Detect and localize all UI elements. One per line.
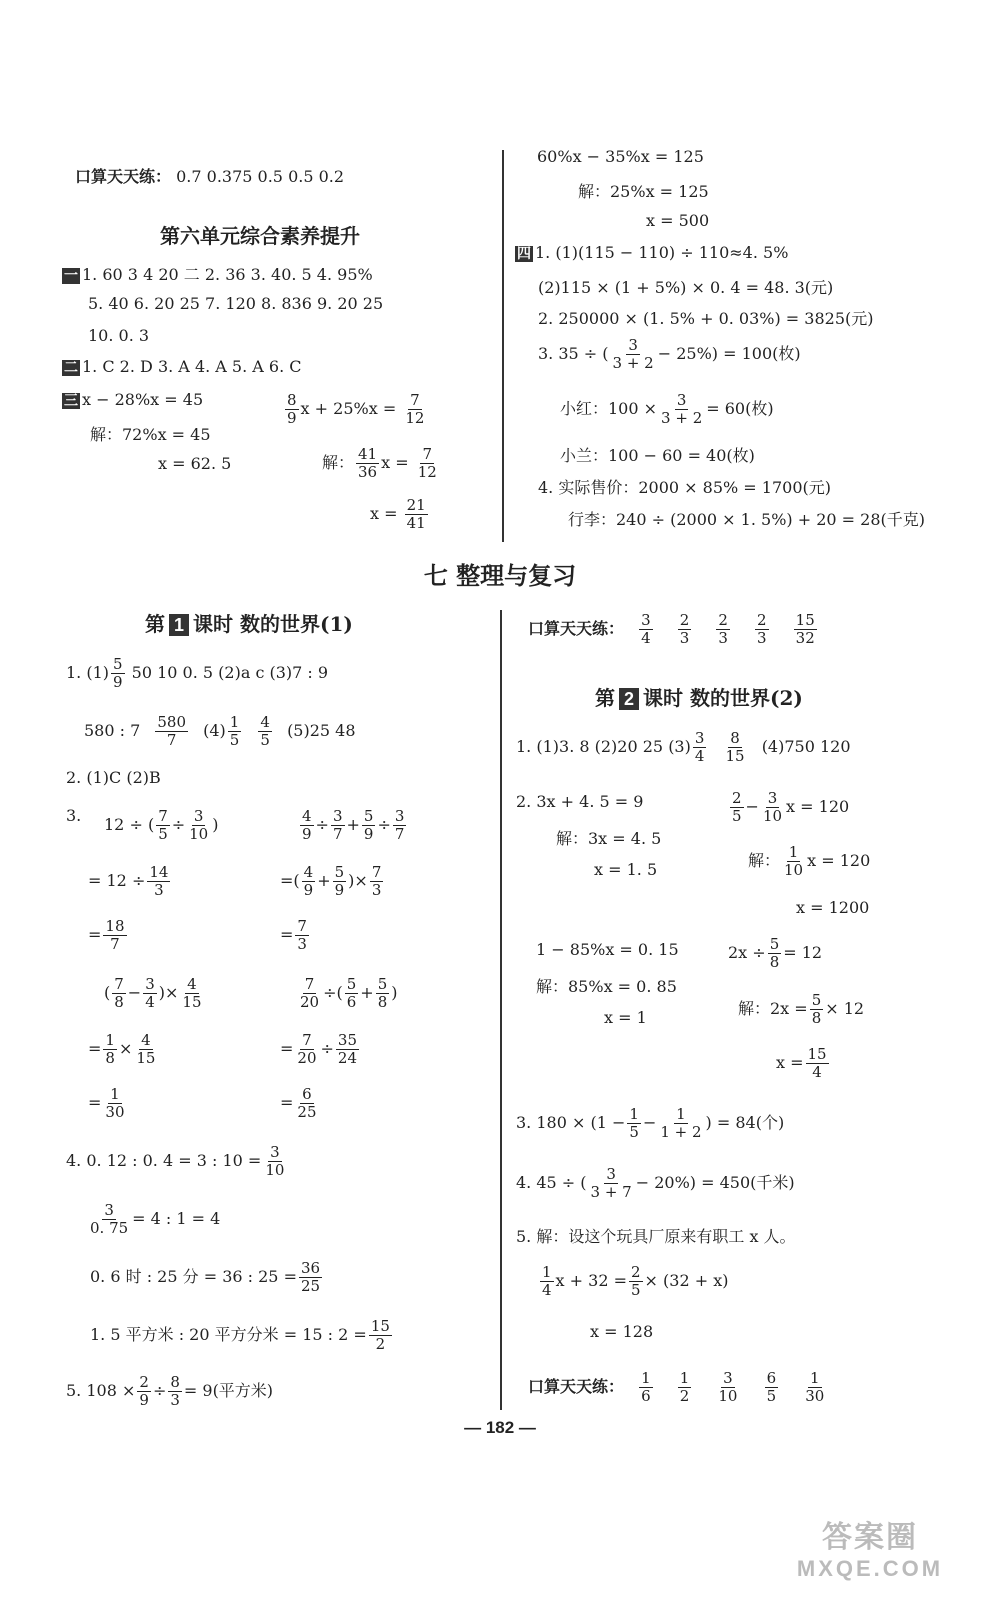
fraction: $\frac{2}{3}$	[757, 611, 767, 647]
part4-mark: 四	[517, 246, 531, 262]
fraction: $\frac{8}{3}$	[170, 1373, 180, 1409]
l1-q4-b: $\frac{3}{0. 75}$ = 4 : 1 = 4	[90, 1201, 221, 1237]
part2-line: 二 1. C 2. D 3. A 4. A 5. A 6. C	[64, 357, 302, 376]
part1-line2: 5. 40 6. 20 25 7. 120 8. 836 9. 20 25	[88, 294, 384, 313]
l1-q2: 2. (1)C (2)B	[66, 768, 161, 787]
fraction: $\frac{7}{20}$	[297, 1031, 317, 1067]
fraction: $\frac{2}{3}$	[679, 611, 690, 647]
part1-mark: 一	[64, 268, 78, 284]
tr-line2: 解：25%x = 125	[578, 182, 709, 201]
tr-line5: (2)115 × (1 + 5%) × 0. 4 = 48. 3(元)	[538, 278, 834, 297]
fraction: $\frac{3}{3 + 2}$	[661, 391, 703, 427]
tr-line3: x = 500	[646, 211, 710, 230]
l1-q1-line1: 1. (1) $\frac{5}{9}$ 50 10 0. 5 (2)a c (3)7 : 9	[66, 655, 329, 691]
fraction: $\frac{15}{32}$	[795, 611, 815, 647]
l2-q2-d2: 解：2x = $\frac{5}{8}$ × 12	[738, 991, 865, 1027]
fraction: $\frac{3}{0. 75}$	[90, 1201, 129, 1237]
l1-q4-a: 4. 0. 12 : 0. 4 = 3 : 10 = $\frac{3}{10}$	[66, 1143, 285, 1179]
l1-q3-b5: = $\frac{7}{20}$ ÷ $\frac{35}{24}$	[280, 1031, 357, 1067]
fraction: $\frac{6}{5}$	[766, 1369, 777, 1405]
l2-q2-c1: 1 − 85%x = 0. 15	[536, 940, 679, 959]
l2-q2-a3: x = 1. 5	[594, 860, 658, 879]
part3-mark: 三	[64, 393, 78, 409]
l1-q3-b1: $\frac{4}{9}$ ÷ $\frac{3}{7}$ + $\frac{5}{9}$ ÷ $\frac{3}{7}$	[302, 807, 405, 843]
l2-q2-a2: 解：3x = 4. 5	[556, 829, 662, 848]
top-column-divider	[502, 150, 504, 542]
l2-q2-b1: $\frac{2}{5}$ − $\frac{3}{10}$ x = 120	[732, 789, 850, 825]
tr-line6: 2. 250000 × (1. 5% + 0. 03%) = 3825(元)	[538, 309, 874, 328]
l1-q3-a1: 12 ÷ ( $\frac{7}{5}$ ÷ $\frac{3}{10}$ )	[104, 807, 219, 843]
l2-q4: 4. 45 ÷ ( $\frac{3}{3 + 7}$ − 20%) = 450(千米)	[516, 1165, 795, 1201]
fraction: $\frac{580}{7}$	[157, 713, 187, 749]
fraction: $\frac{15}{4}$	[807, 1045, 827, 1081]
fraction: $\frac{35}{24}$	[337, 1031, 357, 1067]
fraction: $\frac{3}{10}$	[762, 789, 783, 825]
fraction: $\frac{3}{4}$	[145, 975, 155, 1011]
fraction: $\frac{7}{3}$	[371, 863, 382, 899]
fraction: $\frac{21}{41}$	[406, 496, 426, 532]
l2-q1: 1. (1)3. 8 (2)20 25 (3) $\frac{3}{4}$ $\frac{8}{15}$ (4)750 120	[516, 729, 851, 765]
fraction: $\frac{3}{3 + 2}$	[612, 336, 654, 372]
fraction: $\frac{7}{12}$	[417, 445, 437, 481]
fraction: $\frac{4}{5}$	[260, 713, 270, 749]
part3-eq-b1: $\frac{8}{9}$ x + 25%x = $\frac{7}{12}$	[287, 391, 425, 427]
part1-line1: 一 1. 60 3 4 20 二 2. 36 3. 40. 5 4. 95%	[64, 265, 373, 284]
fraction: $\frac{5}{8}$	[811, 991, 822, 1027]
lesson2-number: 2	[619, 688, 639, 710]
fraction: $\frac{4}{9}$	[303, 863, 314, 899]
fraction: $\frac{3}{7}$	[332, 807, 343, 843]
fraction: $\frac{3}{10}$	[189, 807, 209, 843]
fraction: $\frac{3}{7}$	[394, 807, 405, 843]
fraction: $\frac{7}{5}$	[158, 807, 168, 843]
l1-q4-c: 0. 6 时 : 25 分 = 36 : 25 = $\frac{36}{25}$	[90, 1259, 321, 1295]
l1-q3-b2: =( $\frac{4}{9}$ + $\frac{5}{9}$ )× $\frac{7}{3}$	[280, 863, 382, 899]
fraction: $\frac{2}{9}$	[139, 1373, 149, 1409]
fraction: $\frac{1}{10}$	[784, 843, 804, 879]
tr-line1: 60%x − 35%x = 125	[537, 147, 704, 166]
kousuan-top	[75, 164, 344, 187]
fraction: $\frac{7}{20}$	[300, 975, 320, 1011]
l2-q2-c2: 解：85%x = 0. 85	[536, 977, 677, 996]
kousuan-lesson1: 口算天天练： $\frac{3}{4}$ $\frac{2}{3}$ $\frac{2}{3}$ $\frac{2}{3}$ $\frac{15}{32}$	[528, 611, 815, 647]
fraction: $\frac{1}{8}$	[105, 1031, 115, 1067]
fraction: $\frac{5}{9}$	[113, 655, 123, 691]
l1-q3-b3: = $\frac{7}{3}$	[280, 917, 307, 953]
fraction: $\frac{5}{6}$	[346, 975, 357, 1011]
fraction: $\frac{3}{3 + 7}$	[590, 1165, 632, 1201]
fraction: $\frac{5}{8}$	[377, 975, 388, 1011]
lesson1-number: 1	[169, 614, 189, 636]
kousuan-label: 口算天天练：	[75, 167, 172, 186]
l2-q2-a1: 2. 3x + 4. 5 = 9	[516, 792, 644, 811]
fraction: $\frac{3}{10}$	[718, 1369, 738, 1405]
l1-q3-a6: = $\frac{1}{30}$	[88, 1085, 125, 1121]
fraction: $\frac{1}{5}$	[229, 713, 240, 749]
bottom-column-divider	[500, 610, 502, 1410]
l1-q1-line2: 580 : 7 $\frac{580}{7}$ (4) $\frac{1}{5}$ $\frac{4}{5}$ (5)25 48	[84, 713, 356, 749]
part3-eq-a3: x = 62. 5	[158, 454, 232, 473]
lesson2-title: 第 2 课时 数的世界(2)	[595, 686, 803, 710]
fraction: $\frac{2}{3}$	[718, 611, 728, 647]
fraction: $\frac{36}{25}$	[300, 1259, 321, 1295]
fraction: $\frac{2}{5}$	[631, 1263, 641, 1299]
l1-q3-a5: = $\frac{1}{8}$ × $\frac{4}{15}$	[88, 1031, 156, 1067]
fraction: $\frac{1}{6}$	[641, 1369, 651, 1405]
l2-q3: 3. 180 × (1 − $\frac{1}{5}$ − $\frac{1}{1 + 2}$ ) = 84(个)	[516, 1105, 785, 1141]
fraction: $\frac{41}{36}$	[358, 445, 378, 481]
fraction: $\frac{1}{4}$	[542, 1263, 552, 1299]
fraction: $\frac{4}{9}$	[302, 807, 312, 843]
fraction: $\frac{7}{8}$	[114, 975, 124, 1011]
fraction: $\frac{7}{3}$	[297, 917, 307, 953]
l1-q3-a4: ( $\frac{7}{8}$ − $\frac{3}{4}$ )× $\frac{4}{15}$	[104, 975, 202, 1011]
fraction: $\frac{7}{12}$	[405, 391, 425, 427]
part2-mark: 二	[64, 360, 78, 376]
part3-eq-b2: 解： $\frac{41}{36}$ x = $\frac{7}{12}$	[322, 445, 437, 481]
tr-line11: 行李：240 ÷ (2000 × 1. 5%) + 20 = 28(千克)	[568, 510, 925, 529]
l1-q4-d: 1. 5 平方米 : 20 平方分米 = 15 : 2 = $\frac{15}{2}$	[90, 1317, 390, 1353]
part3-eq-a1: 三 x − 28%x = 45	[64, 390, 204, 409]
tr-line4: 四 1. (1)(115 − 110) ÷ 110≈4. 5%	[517, 243, 789, 262]
tr-line8: 小红：100 × $\frac{3}{3 + 2}$ = 60(枚)	[560, 391, 774, 427]
l2-q2-d3: x = $\frac{15}{4}$	[776, 1045, 827, 1081]
fraction: $\frac{3}{10}$	[265, 1143, 285, 1179]
l1-q3-b6: = $\frac{6}{25}$	[280, 1085, 317, 1121]
fraction: $\frac{1}{5}$	[629, 1105, 639, 1141]
part1-line3: 10. 0. 3	[88, 326, 150, 345]
l2-q5: 5. 解：设这个玩具厂原来有职工 x 人。	[516, 1227, 796, 1246]
fraction: $\frac{3}{4}$	[694, 729, 705, 765]
fraction: $\frac{1}{30}$	[105, 1085, 125, 1121]
page-number: — 182 —	[464, 1418, 536, 1437]
fraction: $\frac{8}{9}$	[287, 391, 297, 427]
fraction: $\frac{1}{1 + 2}$	[660, 1105, 702, 1141]
fraction: $\frac{18}{7}$	[105, 917, 125, 953]
fraction: $\frac{15}{2}$	[370, 1317, 390, 1353]
fraction: $\frac{1}{30}$	[805, 1369, 825, 1405]
fraction: $\frac{5}{9}$	[363, 807, 374, 843]
part3-eq-a2: 解：72%x = 45	[90, 425, 211, 444]
watermark-logo: 答案圈 MXQE.COM	[796, 1521, 944, 1581]
l2-q2-b3: x = 1200	[796, 898, 870, 917]
l1-q3-a2: = 12 ÷ $\frac{14}{3}$	[88, 863, 169, 899]
fraction: $\frac{4}{15}$	[182, 975, 202, 1011]
fraction: $\frac{5}{8}$	[769, 935, 780, 971]
l2-q5-eq: $\frac{1}{4}$ x + 32 = $\frac{2}{5}$ × (32 + x)	[542, 1263, 729, 1299]
l1-q3-b4: $\frac{7}{20}$ ÷( $\frac{5}{6}$ + $\frac{5}{8}$ )	[300, 975, 398, 1011]
fraction: $\frac{14}{3}$	[149, 863, 169, 899]
section-title-unit6: 第六单元综合素养提升	[160, 224, 360, 248]
l2-q2-d1: 2x ÷ $\frac{5}{8}$ = 12	[728, 935, 823, 971]
l2-q2-c3: x = 1	[604, 1008, 647, 1027]
fraction: $\frac{1}{2}$	[679, 1369, 690, 1405]
l2-q2-b2: 解： $\frac{1}{10}$ x = 120	[748, 843, 871, 879]
fraction: $\frac{2}{5}$	[732, 789, 742, 825]
l1-q3-a3: = $\frac{18}{7}$	[88, 917, 125, 953]
fraction: $\frac{8}{15}$	[725, 729, 745, 765]
l1-q3-label: 3.	[66, 806, 82, 825]
fraction: $\frac{4}{15}$	[136, 1031, 156, 1067]
tr-line9: 小兰：100 − 60 = 40(枚)	[560, 446, 755, 465]
l1-q5: 5. 108 × $\frac{2}{9}$ ÷ $\frac{8}{3}$ = 9(平方米)	[66, 1373, 274, 1409]
kousuan-lesson2: 口算天天练： $\frac{1}{6}$ $\frac{1}{2}$ $\frac{3}{10}$ $\frac{6}{5}$ $\frac{1}{30}$	[528, 1369, 825, 1405]
kousuan-values: 0.7 0.375 0.5 0.5 0.2	[176, 167, 345, 186]
chapter-title: 七 整理与复习	[423, 561, 577, 590]
fraction: $\frac{5}{9}$	[334, 863, 345, 899]
fraction: $\frac{3}{4}$	[641, 611, 651, 647]
tr-line7: 3. 35 ÷ ( $\frac{3}{3 + 2}$ − 25%) = 100(枚)	[538, 336, 801, 372]
tr-line10: 4. 实际售价：2000 × 85% = 1700(元)	[538, 478, 831, 497]
fraction: $\frac{6}{25}$	[297, 1085, 317, 1121]
lesson1-title: 第 1 课时 数的世界(1)	[145, 612, 353, 636]
part3-eq-b3: x = $\frac{21}{41}$	[370, 496, 426, 532]
l2-q5-ans: x = 128	[590, 1322, 654, 1341]
